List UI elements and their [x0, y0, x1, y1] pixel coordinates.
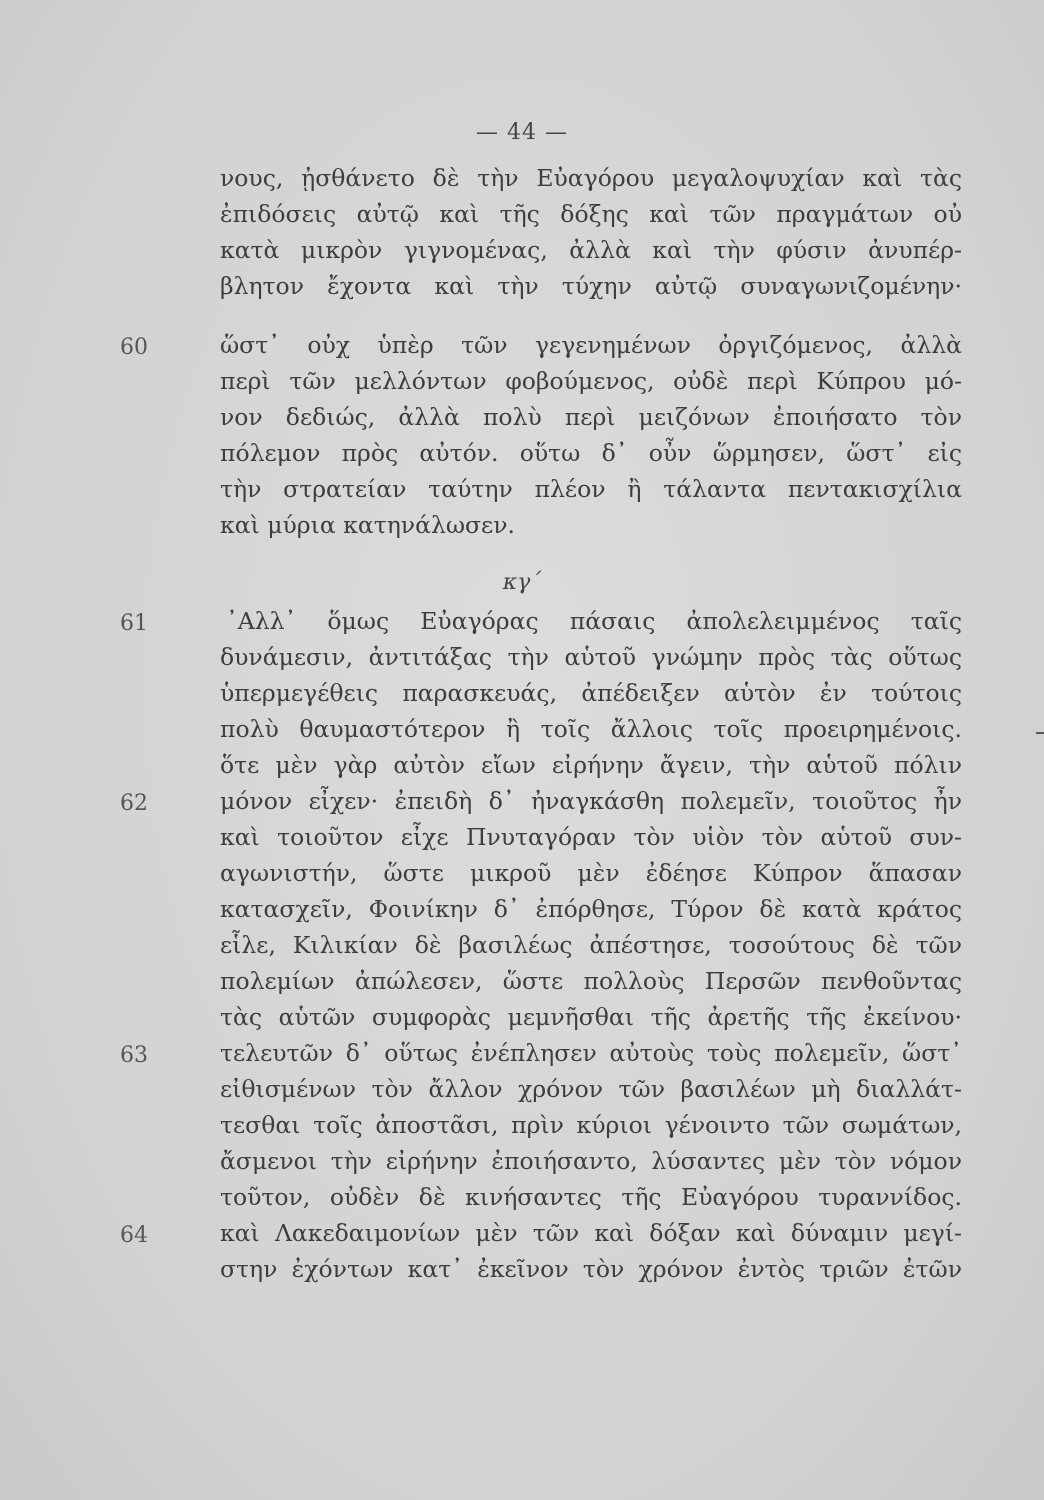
- text-line: κατὰ μικρὸν γιγνομένας, ἀλλὰ καὶ τὴν φύσιν ἀνυπέρ-: [220, 236, 962, 264]
- line-number-63: 63: [120, 1043, 148, 1068]
- text-line: δυνάμεσιν, ἀντιτάξας τὴν αὑτοῦ γνώμην πρὸς τὰς οὕτως: [220, 643, 962, 671]
- text-line: καὶ τοιοῦτον εἶχε Πνυταγόραν τὸν υἱὸν τὸν αὑτοῦ συν-: [220, 823, 962, 851]
- text-line: τοῦτον, οὐδὲν δὲ κινήσαντες τῆς Εὐαγόρου τυραννίδος.: [220, 1183, 962, 1211]
- text-line: πολεμίων ἀπώλεσεν, ὥστε πολλοὺς Περσῶν πενθοῦντας: [220, 967, 962, 995]
- text-line: ἐπιδόσεις αὐτῷ καὶ τῆς δόξης καὶ τῶν πραγμάτων οὐ: [220, 200, 962, 228]
- text-line: πολὺ θαυμαστότερον ἢ τοῖς ἄλλοις τοῖς προειρημένοις.: [220, 715, 962, 743]
- text-line: ἄσμενοι τὴν εἰρήνην ἐποιήσαντο, λύσαντες μὲν τὸν νόμον: [220, 1147, 962, 1175]
- text-line: ὑπερμεγέθεις παρασκευάς, ἀπέδειξεν αὑτὸν ἐν τούτοις: [220, 679, 962, 707]
- text-line: ᾽Αλλ᾽ ὅμως Εὐαγόρας πάσαις ἀπολελειμμένος ταῖς: [226, 607, 962, 635]
- text-line: βλητον ἔχοντα καὶ τὴν τύχην αὐτῷ συναγωνιζομένην·: [220, 272, 962, 300]
- text-line: νον δεδιώς, ἀλλὰ πολὺ περὶ μειζόνων ἐποιήσατο τὸν: [220, 403, 962, 431]
- line-number-60: 60: [120, 335, 148, 360]
- text-line: αγωνιστήν, ὥστε μικροῦ μὲν ἐδέησε Κύπρον ἅπασαν: [220, 859, 962, 887]
- text-line: τὰς αὑτῶν συμφορὰς μεμνῆσθαι τῆς ἀρετῆς τῆς ἐκείνου·: [220, 1003, 962, 1031]
- text-line: ὥστ᾽ οὐχ ὑπὲρ τῶν γεγενημένων ὀργιζόμενος, ἀλλὰ: [220, 331, 962, 359]
- text-line: εἷλε, Κιλικίαν δὲ βασιλέως ἀπέστησε, τοσούτους δὲ τῶν: [220, 931, 962, 959]
- line-number-61: 61: [120, 611, 148, 636]
- margin-mark: [1036, 732, 1044, 734]
- text-line: καὶ Λακεδαιμονίων μὲν τῶν καὶ δόξαν καὶ δύναμιν μεγί-: [220, 1219, 962, 1247]
- text-line: κατασχεῖν, Φοινίκην δ᾽ ἐπόρθησε, Τύρον δὲ κατὰ κράτος: [220, 895, 962, 923]
- line-number-62: 62: [120, 791, 148, 816]
- text-line: καὶ μύρια κατηνάλωσεν.: [220, 511, 515, 539]
- section-heading: κγ΄: [502, 570, 542, 595]
- text-line: τεσθαι τοῖς ἀποστᾶσι, πρὶν κύριοι γένοιντο τῶν σωμάτων,: [220, 1111, 962, 1139]
- text-line: μόνον εἶχεν· ἐπειδὴ δ᾽ ἠναγκάσθη πολεμεῖν, τοιοῦτος ἦν: [220, 787, 962, 815]
- text-line: πόλεμον πρὸς αὐτόν. οὕτω δ᾽ οὖν ὥρμησεν, ὥστ᾽ εἰς: [220, 439, 962, 467]
- text-line: στην ἐχόντων κατ᾽ ἐκεῖνον τὸν χρόνον ἐντὸς τριῶν ἐτῶν: [220, 1255, 962, 1283]
- page-number: — 44 —: [476, 120, 568, 145]
- text-line: περὶ τῶν μελλόντων φοβούμενος, οὐδὲ περὶ Κύπρου μό-: [220, 367, 962, 395]
- text-line: εἰθισμένων τὸν ἄλλον χρόνον τῶν βασιλέων μὴ διαλλάτ-: [220, 1075, 962, 1103]
- text-line: ὅτε μὲν γὰρ αὐτὸν εἴων εἰρήνην ἄγειν, τὴν αὑτοῦ πόλιν: [220, 751, 962, 779]
- text-line: τὴν στρατείαν ταύτην πλέον ἢ τάλαντα πεντακισχίλια: [220, 475, 962, 503]
- line-number-64: 64: [120, 1223, 148, 1248]
- text-line: νους, ᾐσθάνετο δὲ τὴν Εὐαγόρου μεγαλοψυχίαν καὶ τὰς: [220, 164, 962, 192]
- text-line: τελευτῶν δ᾽ οὕτως ἐνέπλησεν αὐτοὺς τοὺς πολεμεῖν, ὥστ᾽: [220, 1039, 962, 1067]
